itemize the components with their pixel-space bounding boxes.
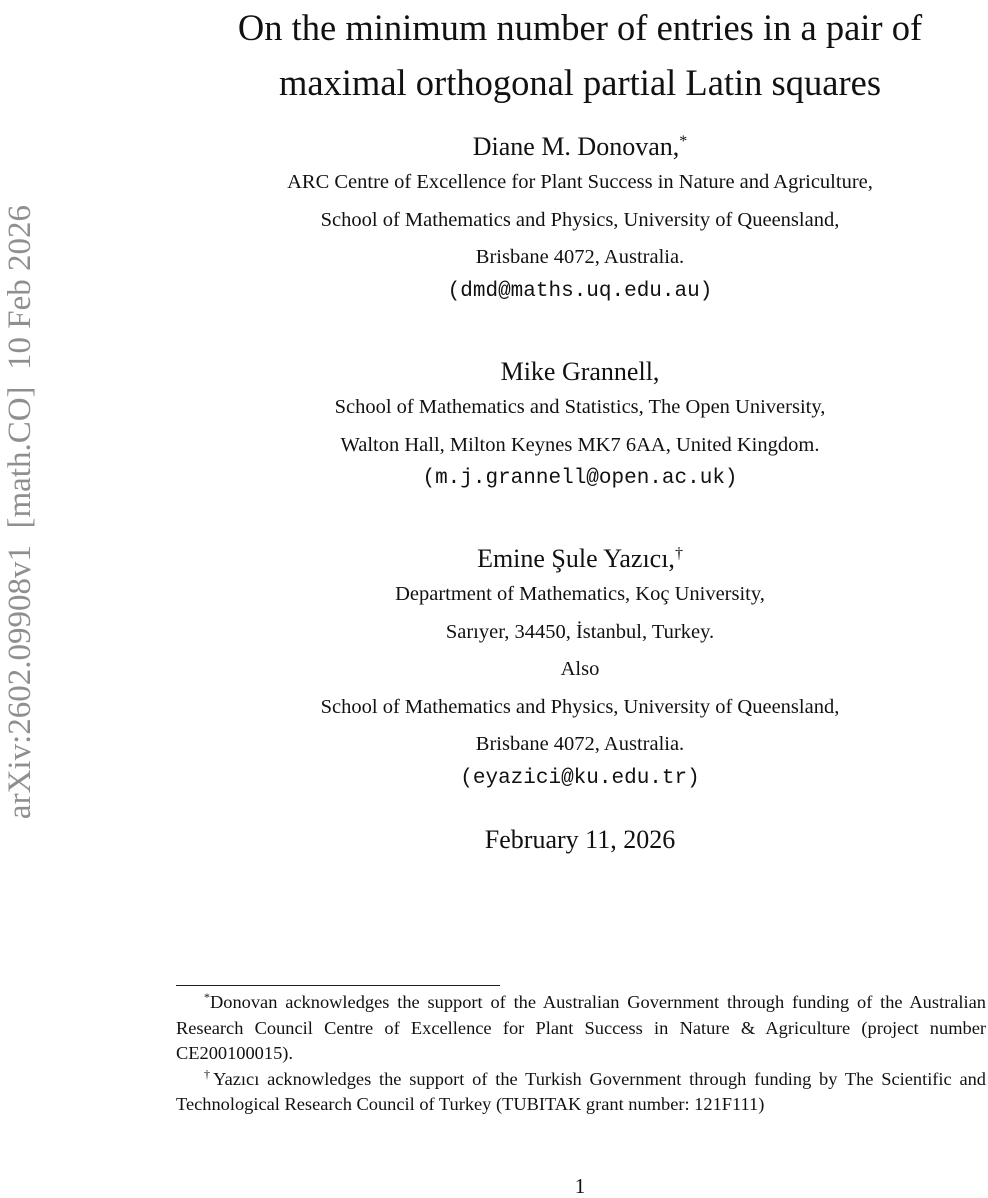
affiliation-line: Department of Mathematics, Koç University, xyxy=(395,583,765,605)
author-block-yazici xyxy=(170,542,988,794)
author-name: Diane M. Donovan,* xyxy=(472,132,688,161)
footnote-yazici xyxy=(176,1067,986,1118)
paper-date: February 11, 2026 xyxy=(484,825,676,854)
affiliation-line: School of Mathematics and Statistics, The Open University, xyxy=(334,396,826,418)
affiliation-line: Brisbane 4072, Australia. xyxy=(475,733,685,755)
title-line: On the minimum number of entries in a pair of xyxy=(237,7,923,48)
footnote-mark: * xyxy=(204,989,210,1004)
author-name: Emine Şule Yazıcı,† xyxy=(477,544,683,573)
affiliation-line: School of Mathematics and Physics, University of Queensland, xyxy=(320,695,840,718)
affiliation-line: Brisbane 4072, Australia. xyxy=(475,246,685,268)
author-email[interactable]: (eyazici@ku.edu.tr) xyxy=(460,766,700,790)
author-name: Mike Grannell, xyxy=(500,357,660,386)
affiliation-line: Walton Hall, Milton Keynes MK7 6AA, United Kingdom. xyxy=(340,433,820,456)
footnote-text: Yazıcı acknowledges the support of the Turkish Government through funding by The Scientific and Technological Research Council of Turkey (TUBITAK grant number: 121F111) xyxy=(176,1068,987,1114)
footnote-rule xyxy=(176,985,500,986)
footnote-text: Donovan acknowledges the support of the Australian Government through funding of the Australian Research Council Centre of Excellence for Plant Success in Nature & Agriculture (project number CE200100015). xyxy=(176,992,986,1063)
footnote-mark[interactable]: † xyxy=(674,545,683,563)
author-email[interactable]: (dmd@maths.uq.edu.au) xyxy=(447,279,713,303)
affiliation-line: Also xyxy=(560,658,600,680)
author-block-donovan xyxy=(170,130,988,307)
arxiv-identifier-stamp: arXiv:2602.09908v1 [math.CO] 10 Feb 2026 xyxy=(2,204,38,820)
page-number: 1 xyxy=(574,1174,586,1198)
footnote-mark[interactable]: * xyxy=(679,133,688,151)
author-block-grannell xyxy=(170,355,988,494)
affiliation-line: ARC Centre of Excellence for Plant Success in Nature and Agriculture, xyxy=(287,171,873,193)
affiliation-line: School of Mathematics and Physics, University of Queensland, xyxy=(320,208,840,231)
affiliation-line: Sarıyer, 34450, İstanbul, Turkey. xyxy=(445,620,715,643)
footnote-mark: † xyxy=(204,1066,214,1081)
footnote-donovan xyxy=(176,990,986,1067)
paper-title xyxy=(170,0,988,110)
title-line: maximal orthogonal partial Latin squares xyxy=(278,62,882,103)
footnotes xyxy=(176,990,986,1118)
author-email[interactable]: (m.j.grannell@open.ac.uk) xyxy=(422,467,738,490)
